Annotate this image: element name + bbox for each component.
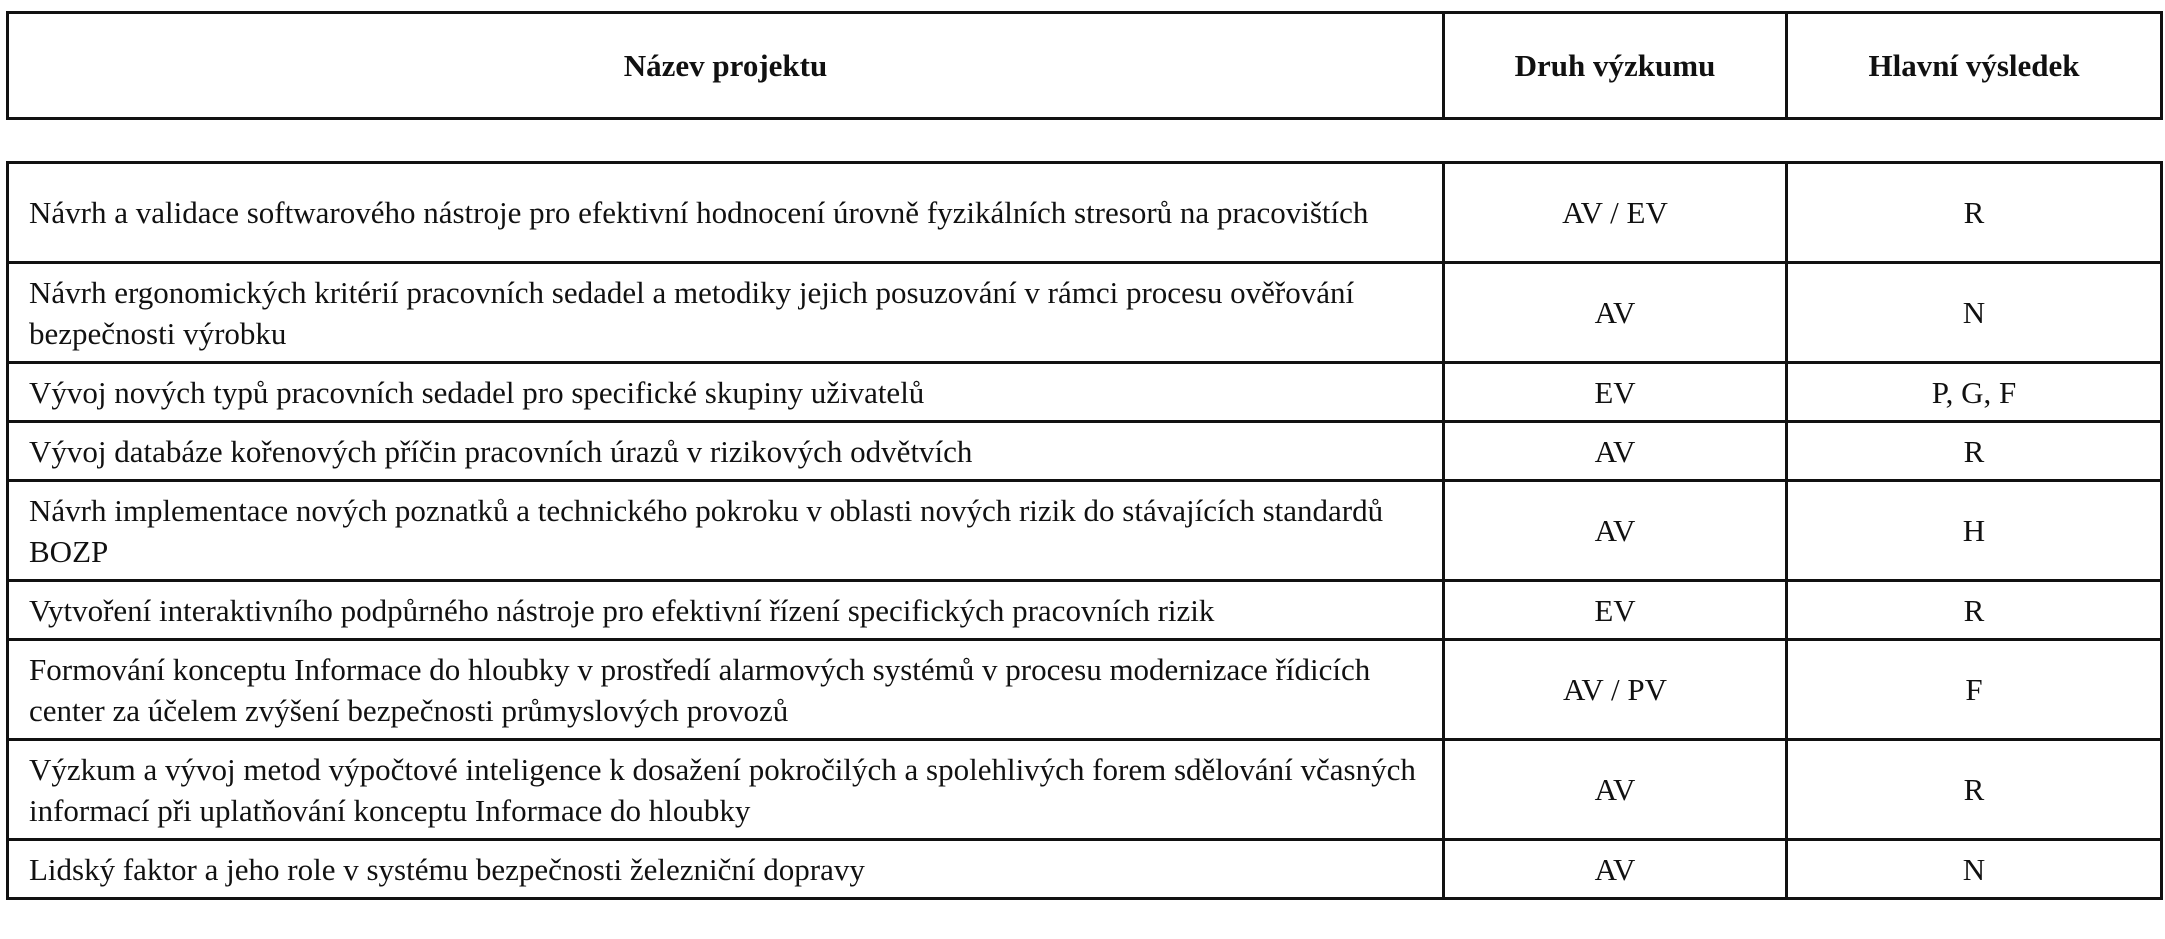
project-name-cell: Návrh a validace softwarového nástroje pro efektivní hodnocení úrovně fyzikálních stresorů na pracovištích [8,163,1444,263]
research-type-cell: AV / EV [1444,163,1787,263]
table-row [8,481,2162,581]
main-result-cell: H [1787,481,2162,581]
main-result-cell: R [1787,581,2162,640]
table-row [8,163,2162,263]
column-header-main-result: Hlavní výsledek [1787,13,2162,119]
main-result-cell: R [1787,422,2162,481]
table-row [8,581,2162,640]
table-row [8,740,2162,840]
project-name-cell: Vytvoření interaktivního podpůrného nástroje pro efektivní řízení specifických pracovních rizik [8,581,1444,640]
project-name-cell: Výzkum a vývoj metod výpočtové inteligence k dosažení pokročilých a spolehlivých forem sdělování včasných informací při uplatňování konceptu Informace do hloubky [8,740,1444,840]
main-result-cell: R [1787,163,2162,263]
research-type-cell: AV [1444,422,1787,481]
main-result-cell: N [1787,840,2162,899]
research-type-cell: AV [1444,481,1787,581]
table-header [6,11,2163,120]
research-type-cell: EV [1444,363,1787,422]
main-result-cell: P, G, F [1787,363,2162,422]
header-row [8,13,2162,119]
project-name-cell: Vývoj databáze kořenových příčin pracovních úrazů v rizikových odvětvích [8,422,1444,481]
column-header-project-name: Název projektu [8,13,1444,119]
main-result-cell: N [1787,263,2162,363]
table-row [8,363,2162,422]
projects-table [6,161,2163,900]
research-type-cell: AV [1444,263,1787,363]
table-row [8,422,2162,481]
project-name-cell: Návrh ergonomických kritérií pracovních sedadel a metodiky jejich posuzování v rámci procesu ověřování bezpečnosti výrobku [8,263,1444,363]
project-name-cell: Lidský faktor a jeho role v systému bezpečnosti železniční dopravy [8,840,1444,899]
research-type-cell: EV [1444,581,1787,640]
research-type-cell: AV [1444,740,1787,840]
project-name-cell: Formování konceptu Informace do hloubky v prostředí alarmových systémů v procesu modernizace řídicích center za účelem zvýšení bezpečnosti průmyslových provozů [8,640,1444,740]
research-type-cell: AV / PV [1444,640,1787,740]
table-row [8,640,2162,740]
table-row [8,840,2162,899]
research-type-cell: AV [1444,840,1787,899]
project-name-cell: Návrh implementace nových poznatků a technického pokroku v oblasti nových rizik do stávajících standardů BOZP [8,481,1444,581]
project-name-cell: Vývoj nových typů pracovních sedadel pro specifické skupiny uživatelů [8,363,1444,422]
column-header-research-type: Druh výzkumu [1444,13,1787,119]
main-result-cell: F [1787,640,2162,740]
main-result-cell: R [1787,740,2162,840]
table-row [8,263,2162,363]
